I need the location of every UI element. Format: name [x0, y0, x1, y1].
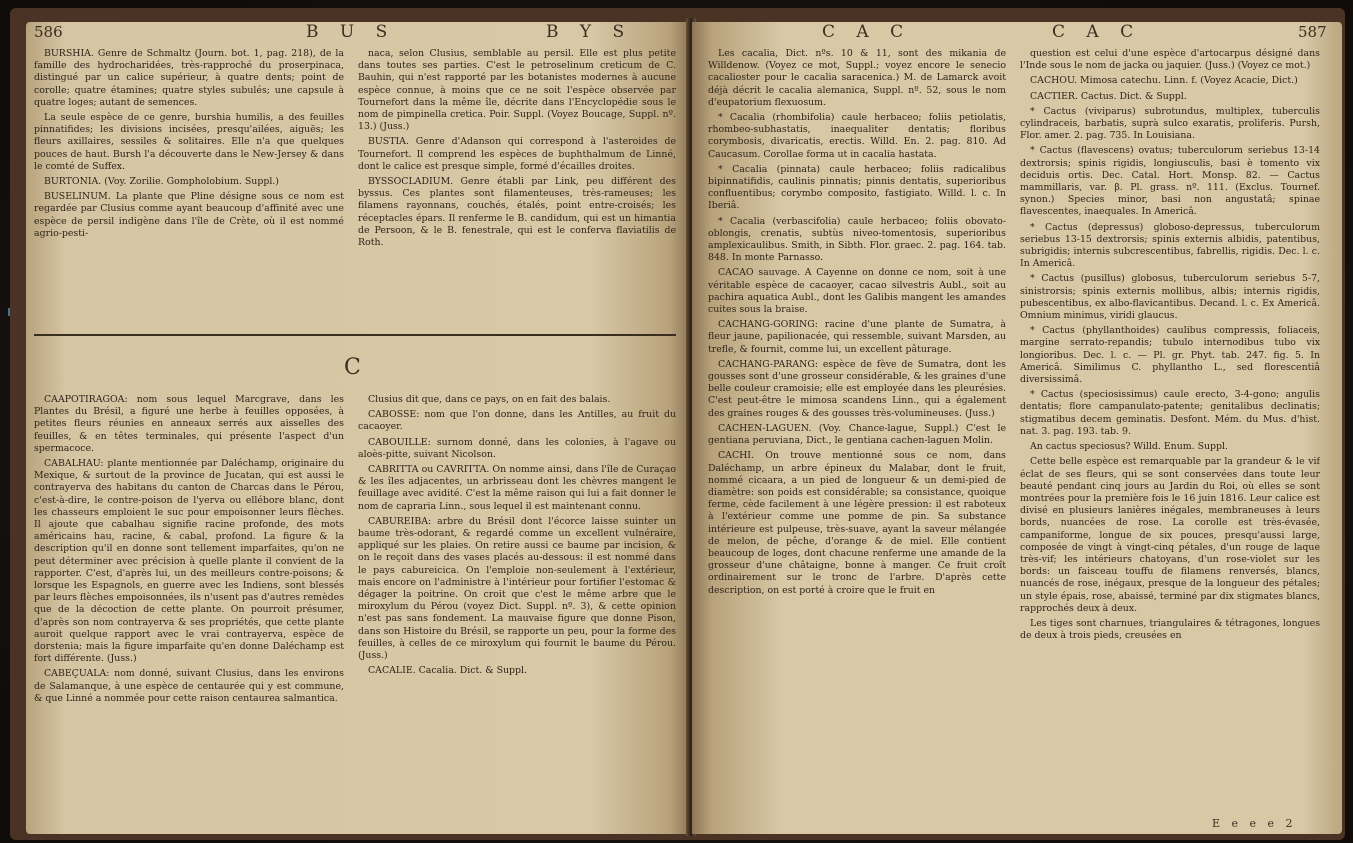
- dictionary-entry: CABOSSE: nom que l'on donne, dans les Antilles, au fruit du cacaoyer.: [358, 409, 676, 433]
- dictionary-entry: * Cactus (viviparus) subrotundus, multiplex, tuberculis cylindraceis, barbatis, suprà sulco exaratis, proliferis. Pursh, Flor. amer. 2. pag. 735. In Louisiana.: [1020, 105, 1320, 142]
- signature-mark: E e e e 2: [1212, 817, 1297, 830]
- dictionary-entry: CACTIER. Cactus. Dict. & Suppl.: [1030, 90, 1187, 102]
- left-page: [26, 22, 690, 834]
- dictionary-entry: CACAO sauvage. A Cayenne on donne ce nom, soit à une véritable espèce de cacaoyer, cacao silvestris Aubl., soit au pachira aquatica Aubl., dont les Galibis mangent les amandes cuites sous la braise.: [708, 267, 1006, 316]
- running-header-left-1: B U S: [306, 22, 396, 42]
- dictionary-entry: CABUREIBA: arbre du Brésil dont l'écorce laisse suinter un baume très-odorant, & regardé comme un excellent vulnéraire, appliqué sur les plaies. On retire aussi ce baume par incision, & on le reçoit dans des vases placés au-dessous: il est nommé dans le pays cabureicica. On l'emploie non-seulement à l'extérieur, mais encore on l'administre à l'intérieur pour fortifier l'estomac & dégager la poitrine. On croit que c'est le même arbre que le miroxylum du Pérou (voyez Dict. Suppl. nº. 3), & cette opinion n'est pas sans fondement. La mauvaise figure que donne Pison, dans son Histoire du Brésil, se rapporte un peu, pour la forme des feuilles, à celles de ce miroxylum qui fournit le baume du Pérou. (Juss.): [358, 515, 676, 662]
- dictionary-entry: Clusius dit que, dans ce pays, on en fait des balais.: [368, 394, 611, 405]
- dictionary-entry: * Cactus (phyllanthoides) caulibus compressis, foliaceis, margine serrato-repandis; tubulo internodibus tubo vix longioribus. Dec. l. c. — Pl. gr. Phyt. tab. 247. fig. 5. In Americâ. Similimus C. phyllantho L., sed florescentiâ diversissimâ.: [1020, 325, 1320, 386]
- running-header-left-2: B Y S: [546, 22, 633, 42]
- dictionary-entry: * Cactus (depressus) globoso-depressus, tuberculorum seriebus 13-15 dextrorsis; spinis externis albidis, patentibus, subrigidis; internis subcrescentibus, fabrellis, rigidis. Dec. l. c. In Americâ.: [1020, 221, 1320, 270]
- right-column-2: [1020, 48, 1320, 818]
- dictionary-entry: naca, selon Clusius, semblable au persil. Elle est plus petite dans toutes ses parties. C'est le petroselinum creticum de C. Bauhin, qui n'est rapporté par les botanistes modernes à aucune espèce connue, à moins que ce ne soit l'espèce observée par Tournefort dans la même île, décrite dans l'Encyclopédie sous le nom de pimpinella cretica. Poir. Suppl. (Voyez Boucage, Suppl. nº. 13.) (Juss.): [358, 48, 676, 133]
- dictionary-entry: CACALIE. Cacalia. Dict. & Suppl.: [368, 665, 528, 677]
- dictionary-entry: BURTONIA. (Voy. Zorilie. Gompholobium. Suppl.): [44, 176, 279, 188]
- left-bottom-column-1: [34, 394, 344, 830]
- dictionary-entry: CABEÇUALA: nom donné, suivant Clusius, dans les environs de Salamanque, à une espèce de centaurée qui y est commune, & que Linné a nommée pour cette raison centaurea salmantica.: [34, 668, 344, 704]
- dictionary-entry: CACHANG-GORING: racine d'une plante de Sumatra, à fleur jaune, papilionacée, qui ressemble, suivant Marsden, au trefle, & fournit, comme lui, un excellent pâturage.: [708, 319, 1006, 355]
- dictionary-entry: An cactus speciosus? Willd. Enum. Suppl.: [1030, 441, 1229, 453]
- page-number-left: 586: [34, 23, 63, 41]
- running-header-right-2: C A C: [1052, 22, 1142, 42]
- dictionary-entry: BUSELINUM. La plante que Pline désigne sous ce nom est regardée par Clusius comme ayant beaucoup d'affinité avec une espèce de persil indigène dans l'île de Crète, où il est nommé agrio-pesti-: [34, 191, 344, 239]
- dictionary-entry: CACHOU. Mimosa catechu. Linn. f. (Voyez Acacie, Dict.): [1030, 75, 1298, 87]
- dictionary-entry: * Cacalia (pinnata) caule herbaceo; foliis radicalibus bipinnatifidis, caulinis pinnatis; pinnis dentatis, superioribus confluentibus; corymbo composito, fastigiato. Willd. l. c. In Iberiâ.: [708, 163, 1006, 212]
- dictionary-entry: La seule espèce de ce genre, burshia humilis, a des feuilles pinnatifides; les divisions incisées, presqu'ailées, aiguës; les fleurs axillaires, sessiles & solitaires. Elle n'a que quelques pouces de haut. Bursh l'a découverte dans le New-Jersey & dans le comté de Suffex.: [34, 112, 344, 172]
- running-header-right-1: C A C: [822, 22, 912, 42]
- section-divider-rule: [34, 334, 676, 336]
- dictionary-entry: * Cactus (flavescens) ovatus; tuberculorum seriebus 13-14 dextrorsis; spinis rigidis, longiusculis, basi è tomento vix deciduis ortis. Dec. Catal. Hort. Monsp. 82. — Cactus mammillaris, var. β. Pl. grass. nº. 111. (Exclus. Tournef. synon.) Species minor, basi non angustatâ; spinae flavescentes, inaequales. In Americâ.: [1020, 145, 1320, 218]
- section-letter-heading: C: [344, 355, 361, 380]
- left-bottom-column-2: [358, 394, 676, 830]
- dictionary-entry: CAAPOTIRAGOA: nom sous lequel Marcgrave, dans les Plantes du Brésil, a figuré une herbe à feuilles opposées, à petites fleurs réunies en anneaux serrés aux aisselles des feuilles, & en têtes terminales, qui présente l'aspect d'un spermacoce.: [34, 394, 344, 454]
- dictionary-entry: Cette belle espèce est remarquable par la grandeur & le vif éclat de ses fleurs, qui se sont conservées dans toute leur beauté pendant cinq jours au Jardin du Roi, où elles se sont montrées pour la première fois le 16 juin 1816. Leur calice est divisé en plusieurs lanières inégales, membraneuses à leurs bords, nuancées de rose. La corolle est très-évasée, campaniforme, longue de six pouces, presqu'aussi large, composée de vingt à vingt-cinq pétales, d'un rouge de laque très-vif; les intérieurs chatoyans, d'un rose-violet sur les bords: un faisceau touffu de filamens renversés, blancs, nuancés de rose, inégaux, presque de la longueur des pétales; un style épais, rose, abaissé, terminé par dix stigmates blancs, rapprochés deux à deux.: [1020, 456, 1320, 614]
- dictionary-entry: CACHI. On trouve mentionné sous ce nom, dans Daléchamp, un arbre épineux du Malabar, dont le fruit, nommé cicaara, a un pied de longueur & un demi-pied de diamètre: son poids est considérable; sa consistance, quoique ferme, cède facilement à une légère pression: il est raboteux à l'extérieur comme une pomme de pin. Sa substance intérieure est pulpeuse, très-suave, ayant la saveur mélangée de melon, de pêche, d'orange & de miel. Elle contient beaucoup de loges, dont chacune renferme une amande de la grosseur d'une châtaigne, bonne à manger. Ce fruit croît ordinairement sur le tronc de l'arbre. D'après cette description, on est porté à croire que le fruit en: [708, 450, 1006, 596]
- open-book: [10, 8, 1345, 840]
- right-column-1: [708, 48, 1006, 818]
- page-number-right: 587: [1298, 23, 1327, 41]
- dictionary-entry: BYSSOCLADIUM. Genre établi par Link, peu différent des byssus. Ces plantes sont filamenteuses, très-rameuses; les filamens rayonnans, couchés, étalés, point entre-croisés; les réceptacles épars. Il renferme le B. candidum, qui est un himantia de Persoon, & le B. fenestrale, qui est le conferva flaviatilis de Roth.: [358, 176, 676, 249]
- left-top-column-1: [34, 48, 344, 323]
- dictionary-entry: Les tiges sont charnues, triangulaires & tétragones, longues de deux à trois pieds, creusées en: [1020, 617, 1320, 642]
- dictionary-entry: CABRITTA ou CAVRITTA. On nomme ainsi, dans l'île de Curaçao & les îles adjacentes, un arbrisseau dont les chèvres mangent le feuillage avec avidité. C'est la même raison qui lui a fait donner le nom de capraria Linn., sous lequel il est maintenant connu.: [358, 464, 676, 512]
- dictionary-entry: CABOUILLE: surnom donné, dans les colonies, à l'agave ou aloès-pitte, suivant Nicolson.: [358, 436, 676, 460]
- left-top-column-2: [358, 48, 676, 323]
- dictionary-entry: Les cacalia, Dict. nºs. 10 & 11, sont des mikania de Willdenow. (Voyez ce mot, Suppl.; voyez encore le senecio cacalioster pour le cacalia saracenica.) M. de Lamarck avoit déjà décrit le cacalia alemanica, Suppl. nº. 52, sous le nom d'eupatorium flexuosum.: [708, 48, 1006, 108]
- dictionary-entry: question est celui d'une espèce d'artocarpus désigné dans l'Inde sous le nom de jacka ou jaquier. (Juss.) (Voyez ce mot.): [1020, 48, 1320, 72]
- dictionary-entry: * Cacalia (verbascifolia) caule herbaceo; foliis obovato-oblongis, crenatis, subtùs niveo-tomentosis, superioribus amplexicaulibus. Smith, in Sibth. Flor. graec. 2. pag. 164. tab. 848. In monte Parnasso.: [708, 215, 1006, 264]
- dictionary-entry: BUSTIA. Genre d'Adanson qui correspond à l'asteroides de Tournefort. Il comprend les espèces de buphthalmum de Linné, dont le calice est presque simple, formé d'écailles droites.: [358, 136, 676, 172]
- dictionary-entry: CACHEN-LAGUEN. (Voy. Chance-lague, Suppl.) C'est le gentiana peruviana, Dict., le gentiana cachen-laguen Molin.: [708, 422, 1006, 447]
- dictionary-entry: BURSHIA. Genre de Schmaltz (Journ. bot. 1, pag. 218), de la famille des hydrocharidées, très-rapproché du proserpinaca, distingué par un calice supérieur, à quatre dents; point de corolle; quatre étamines; quatre styles subulés; une capsule à quatre loges; autant de semences.: [34, 48, 344, 108]
- dictionary-entry: * Cactus (speciosissimus) caule erecto, 3-4-gono; angulis dentatis; flore campanulato-patente; genitalibus declinatis; stigmatibus decem geminatis. Desfont. Mém. du Mus. d'hist. nat. 3. pag. 193. tab. 9.: [1020, 389, 1320, 437]
- dictionary-entry: * Cactus (pusillus) globosus, tuberculorum seriebus 5-7, sinistrorsis; spinis externis mollibus, albis; internis rigidis, pubescentibus, ex albo-flavicantibus. Decand. l. c. Ex Americâ. Omnium minimus, viridi glaucus.: [1020, 273, 1320, 322]
- right-page: [692, 22, 1342, 834]
- dictionary-entry: CABALHAU: plante mentionnée par Daléchamp, originaire du Mexique, & surtout de la province de Jucatan, qui est aussi le contrayerva des habitans du canton de Charcas dans le Pérou, c'est-à-dire, le contre-poison de l'yerva ou ellébore blanc, dont les chasseurs emploient le suc pour empoisonner leurs flèches. Il ajoute que cabalhau signifie racine profonde, des mots américains hau, racine, & cabal, profond. La figure & la description qu'il en donne sont tellement imparfaites, qu'on ne peut déterminer avec précision à quelle plante il convient de la rapporter. C'est, d'après lui, un des meilleurs contre-poisons; & lorsque les Espagnols, en guerre avec les Indiens, sont blessés par leurs flèches empoisonnées, ils n'usent pas d'autres remèdes que de la décoction de cette plante. On pourroit présumer, d'après son nom contrayerva & ses propriétés, que cette plante auroit quelque rapport avec le vrai contrayerva, espèce de dorstenia; mais la figure imparfaite qu'en donne Daléchamp est fort différente. (Juss.): [34, 458, 344, 665]
- dictionary-entry: CACHANG-PARANG: espèce de fève de Sumatra, dont les gousses sont d'une grosseur considérable, & les graines d'une belle couleur cramoisie; elle est employée dans les pleurésies. C'est peut-être le mimosa scandens Linn., qui a également des graines rouges & des gousses très-volumineuses. (Juss.): [708, 358, 1006, 419]
- dictionary-entry: * Cacalia (rhombifolia) caule herbaceo; foliis petiolatis, rhombeo-subhastatis, inaequaliter dentatis; floribus corymbosis, divaricatis, erectis. Willd. En. 2. pag. 810. Ad Caucasum. Corollae forma ut in cacalia hastata.: [708, 112, 1006, 160]
